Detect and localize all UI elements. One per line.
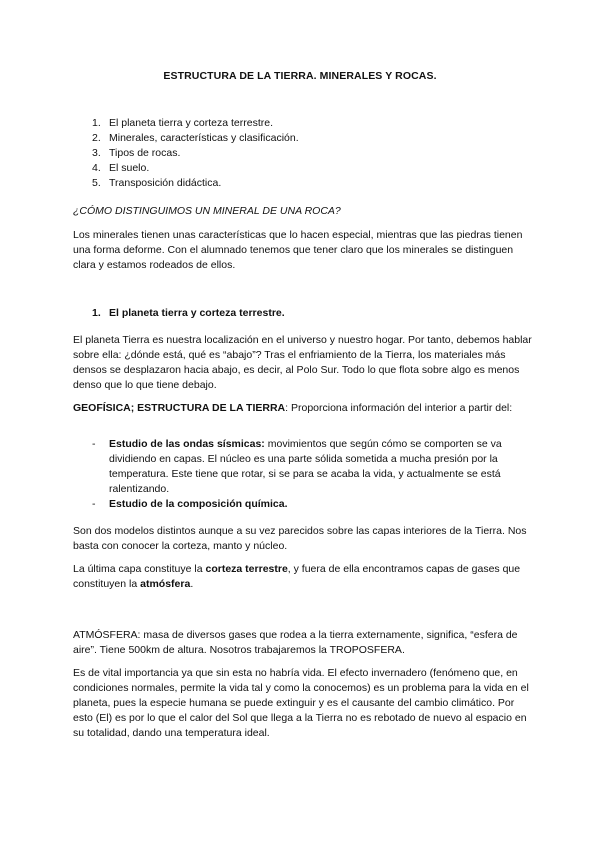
toc-text: El suelo. (109, 162, 150, 174)
section-heading (92, 307, 285, 319)
toc-item (92, 176, 299, 191)
list-item-title: Estudio de la composición química. (109, 498, 288, 510)
list-dash: - (92, 498, 96, 510)
list-item (92, 437, 532, 497)
list-item-title: Estudio de las ondas sísmicas: (109, 438, 265, 450)
text-run-bold: atmósfera (140, 578, 191, 590)
table-of-contents (92, 116, 299, 191)
toc-text: El planeta tierra y corteza terrestre. (109, 117, 273, 129)
toc-number: 1. (92, 117, 101, 129)
list-dash: - (92, 438, 96, 450)
toc-number: 3. (92, 147, 101, 159)
text-run: La última capa constituye la (73, 563, 206, 575)
section-number: 1. (92, 307, 101, 319)
text-run: , y fuera de ella encontramos capas de gases que constituyen la (73, 563, 521, 590)
atmosfera-paragraph: ATMÓSFERA: masa de diversos gases que rodea a la tierra externamente, significa, “esfera de aire”. Tiene 500km de altura. Nosotros trabajaremos la TROPOSFERA. (73, 629, 518, 656)
text-run-bold: corteza terrestre (205, 563, 288, 575)
text-run: . (190, 578, 194, 590)
toc-text: Minerales, características y clasificación. (109, 132, 299, 144)
vital-paragraph: Es de vital importancia ya que sin esta no habría vida. El efecto invernadero (fenómeno que, en condiciones normales, permite la vida tal y como la conocemos) es un problema para la vida en el planeta, pues la especie humana se puede extinguir y es el causante del cambio climático. Por esto (El) es por lo que el calor del Sol que llega a la Tierra no es rebotado de nuevo al espacio en su totalidad, dando una temperatura ideal. (73, 667, 529, 739)
toc-text: Tipos de rocas. (109, 147, 181, 159)
section-title: El planeta tierra y corteza terrestre. (109, 307, 285, 319)
toc-item (92, 131, 299, 146)
study-list (92, 437, 532, 512)
document-title: ESTRUCTURA DE LA TIERRA. MINERALES Y ROCAS. (163, 70, 437, 82)
toc-item (92, 161, 299, 176)
last-layer-paragraph (73, 562, 533, 592)
geofisica-paragraph (73, 401, 543, 416)
toc-number: 4. (92, 162, 101, 174)
toc-number: 5. (92, 177, 101, 189)
section1-paragraph: El planeta Tierra es nuestra localización en el universo y nuestro hogar. Por tanto, debemos hablar sobre ella: ¿dónde está, qué es “abajo”? Tras el enfriamiento de la Tierra, los materiales más densos se desplazaron hacia abajo, es decir, al Polo Sur. Todo lo que flota sobre algo es menos denso que lo que tiene debajo. (73, 334, 532, 391)
toc-text: Transposición didáctica. (109, 177, 222, 189)
models-paragraph: Son dos modelos distintos aunque a su vez parecidos sobre las capas interiores de la Tierra. Nos basta con conocer la corteza, manto y núcleo. (73, 525, 527, 552)
toc-item (92, 116, 299, 131)
geofisica-heading: GEOFÍSICA; ESTRUCTURA DE LA TIERRA (73, 402, 286, 414)
list-item-text: movimientos que según cómo se comporten se va dividiendo en capas. El núcleo es una parte sólida sometida a mucha presión por la temperatura. Este tiene que rotar, si se para se acaba la vida, y actualmente se está ralentizando. (109, 438, 502, 495)
intro-paragraph: Los minerales tienen unas características que lo hacen especial, mientras que las piedras tienen una forma deforme. Con el alumnado tenemos que tener claro que los minerales se distinguen clara y estamos rodeados de ellos. (73, 229, 523, 271)
toc-number: 2. (92, 132, 101, 144)
geofisica-text: : Proporciona información del interior a partir del: (285, 402, 513, 414)
list-item (92, 497, 532, 512)
toc-item (92, 146, 299, 161)
question-heading: ¿CÓMO DISTINGUIMOS UN MINERAL DE UNA ROCA? (73, 205, 341, 217)
